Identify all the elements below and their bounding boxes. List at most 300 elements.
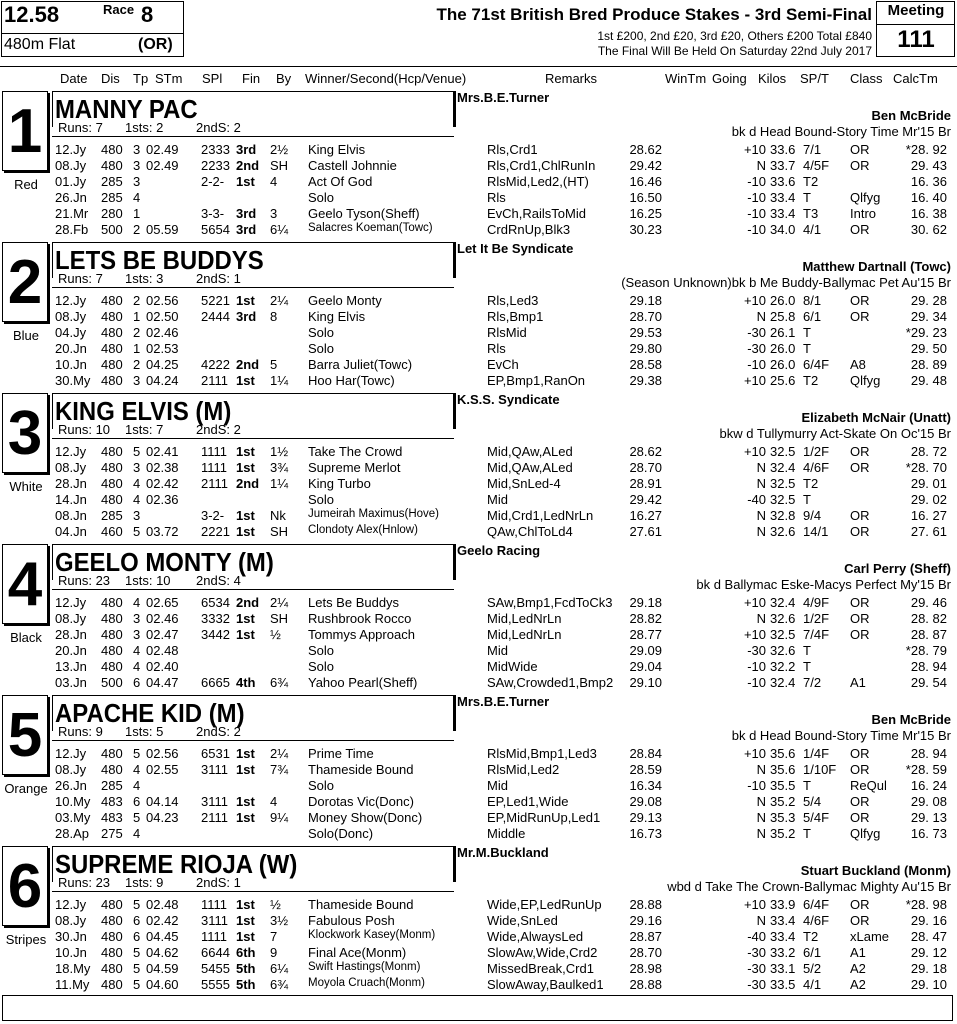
- form-row: [0, 977, 957, 993]
- form-cell: 480: [101, 643, 123, 658]
- form-cell: 32.6: [770, 643, 796, 658]
- form-cell: -40: [747, 929, 766, 944]
- form-cell: OR: [850, 762, 870, 777]
- form-cell: 2111: [201, 476, 228, 491]
- form-row: [0, 460, 957, 476]
- form-cell: 4: [133, 595, 141, 610]
- form-cell: 29. 43: [910, 158, 947, 173]
- form-cell: 32.4: [770, 675, 796, 690]
- form-cell: 6644: [201, 945, 230, 960]
- form-cell: Wide,AlwaysLed: [487, 929, 584, 944]
- form-cell: 5th: [236, 977, 256, 992]
- name-underline: [52, 891, 454, 892]
- form-cell: 02.55: [146, 762, 179, 777]
- form-cell: 28.88: [629, 977, 662, 992]
- form-cell: *28. 59: [905, 762, 947, 777]
- form-cell: +10: [743, 746, 766, 761]
- runner-block: [0, 240, 957, 390]
- form-cell: 480: [101, 762, 123, 777]
- form-cell: 2-2-: [201, 174, 225, 189]
- form-cell: Qlfyg: [850, 373, 881, 388]
- race-time: 12.58: [4, 2, 60, 27]
- form-cell: Mid,QAw,ALed: [487, 444, 573, 459]
- form-cell: Solo: [308, 778, 335, 793]
- form-cell: 26.1: [770, 325, 796, 340]
- form-cell: RlsMid,Led2,(HT): [487, 174, 589, 189]
- form-cell: OR: [850, 913, 870, 928]
- form-cell: 1111: [201, 444, 228, 459]
- form-cell: N: [756, 762, 766, 777]
- form-cell: T2: [803, 476, 819, 491]
- form-cell: 1st: [236, 762, 255, 777]
- form-cell: 10.Jn: [55, 945, 87, 960]
- trap-number: 2: [7, 248, 43, 317]
- form-cell: T: [803, 659, 811, 674]
- breeding: (Season Unknown)bk b Me Buddy-Ballymac Pet Au'15 Br: [621, 275, 951, 290]
- trap-colour: Stripes: [5, 932, 47, 947]
- form-row: [0, 325, 957, 341]
- form-row: [0, 643, 957, 659]
- form-cell: 6531: [201, 746, 230, 761]
- runner-name: APACHE KID (M): [55, 698, 245, 728]
- form-cell: Lets Be Buddys: [308, 595, 400, 610]
- form-cell: Wide,EP,LedRunUp: [487, 897, 602, 912]
- form-cell: 1st: [236, 929, 255, 944]
- form-cell: 29. 10: [910, 977, 947, 992]
- form-row: [0, 206, 957, 222]
- form-cell: T2: [803, 174, 819, 189]
- form-cell: 29. 08: [910, 794, 947, 809]
- form-cell: 28.62: [629, 142, 662, 157]
- form-cell: Barra Juliet(Towc): [308, 357, 413, 372]
- form-cell: 30.Jn: [55, 929, 87, 944]
- form-cell: 05.59: [146, 222, 179, 237]
- trap-colour: White: [9, 479, 43, 494]
- form-cell: 6: [133, 794, 141, 809]
- form-cell: -10: [747, 675, 766, 690]
- form-cell: A2: [850, 961, 866, 976]
- form-cell: 7/4F: [803, 627, 830, 642]
- form-cell: -30: [747, 325, 766, 340]
- form-cell: 1st: [236, 508, 255, 523]
- form-cell: 3111: [201, 762, 228, 777]
- form-cell: N: [756, 158, 766, 173]
- race-label: Race: [103, 2, 135, 17]
- form-cell: 1st: [236, 373, 255, 388]
- form-cell: Hoo Har(Towc): [308, 373, 395, 388]
- form-cell: 10.My: [55, 794, 91, 809]
- form-cell: 1¼: [270, 476, 289, 491]
- form-cell: N: [756, 794, 766, 809]
- race-title: The 71st British Bred Produce Stakes - 3rd Semi-Final: [436, 5, 872, 24]
- form-cell: Salacres Koeman(Towc): [308, 222, 433, 234]
- form-cell: OR: [850, 611, 870, 626]
- form-cell: 5: [133, 945, 141, 960]
- form-cell: QAw,ChlToLd4: [487, 524, 573, 539]
- form-cell: 28. 94: [910, 659, 947, 674]
- form-cell: 16.34: [629, 778, 662, 793]
- form-cell: 35.2: [770, 794, 796, 809]
- form-cell: 2: [133, 357, 141, 372]
- form-row: [0, 508, 957, 524]
- form-cell: 16. 36: [910, 174, 947, 189]
- form-cell: Act Of God: [308, 174, 373, 189]
- form-cell: 480: [101, 945, 123, 960]
- form-cell: 28.88: [629, 897, 662, 912]
- header-rule: [0, 66, 957, 67]
- firsts-count: 1sts: 10: [125, 573, 171, 588]
- form-cell: SAw,Bmp1,FcdToCk3: [487, 595, 613, 610]
- form-cell: T2: [803, 929, 819, 944]
- form-cell: 02.42: [146, 913, 179, 928]
- form-cell: 1/2F: [803, 611, 830, 626]
- meeting-divider: [876, 24, 955, 25]
- form-cell: 3rd: [236, 206, 257, 221]
- trap-colour: Orange: [4, 781, 48, 796]
- form-cell: Intro: [850, 206, 877, 221]
- form-cell: 29. 16: [910, 913, 947, 928]
- form-cell: 1st: [236, 611, 255, 626]
- form-cell: RlsMid,Led2: [487, 762, 560, 777]
- form-cell: 480: [101, 492, 123, 507]
- form-cell: 02.65: [146, 595, 179, 610]
- trap-number: 5: [7, 701, 43, 770]
- form-cell: SH: [270, 524, 289, 539]
- form-cell: 35.6: [770, 762, 796, 777]
- form-cell: -40: [747, 492, 766, 507]
- trainer: Carl Perry (Sheff): [844, 561, 951, 576]
- form-cell: Final Ace(Monm): [308, 945, 407, 960]
- form-cell: 04.23: [146, 810, 179, 825]
- form-row: [0, 778, 957, 794]
- form-cell: 33.6: [770, 142, 796, 157]
- owner: Mrs.B.E.Turner: [457, 694, 550, 709]
- form-cell: 29. 46: [910, 595, 947, 610]
- form-cell: 6/1: [803, 309, 822, 324]
- form-cell: 3442: [201, 627, 230, 642]
- form-cell: T: [803, 778, 811, 793]
- form-cell: 08.Jy: [55, 762, 87, 777]
- form-cell: 1111: [201, 897, 228, 912]
- form-cell: Wide,SnLed: [487, 913, 558, 928]
- form-cell: SlowAway,Baulked1: [487, 977, 604, 992]
- form-cell: 2: [133, 325, 141, 340]
- form-cell: 03.My: [55, 810, 91, 825]
- form-cell: -30: [747, 643, 766, 658]
- form-cell: RlsMid,Bmp1,Led3: [487, 746, 597, 761]
- name-box: [52, 544, 454, 580]
- form-cell: 02.40: [146, 659, 179, 674]
- form-cell: 28. 47: [910, 929, 947, 944]
- form-cell: ½: [270, 897, 281, 912]
- form-cell: Rls: [487, 341, 506, 356]
- form-cell: 9: [270, 945, 278, 960]
- form-cell: 3: [133, 158, 141, 173]
- form-cell: Rls,Crd1,ChlRunIn: [487, 158, 596, 173]
- form-cell: 12.Jy: [55, 746, 87, 761]
- form-cell: 285: [101, 190, 123, 205]
- form-cell: -10: [747, 659, 766, 674]
- form-cell: 6534: [201, 595, 230, 610]
- runner-block: [0, 844, 957, 994]
- firsts-count: 1sts: 5: [125, 724, 164, 739]
- form-cell: 32.5: [770, 627, 796, 642]
- form-cell: 28.84: [629, 746, 662, 761]
- column-header: Fin: [242, 71, 261, 86]
- form-cell: 29.42: [629, 158, 662, 173]
- form-cell: 2: [133, 293, 141, 308]
- form-cell: 28.70: [629, 945, 662, 960]
- form-cell: 480: [101, 158, 123, 173]
- form-cell: 29.09: [629, 643, 662, 658]
- form-cell: Rls,Led3: [487, 293, 539, 308]
- form-cell: 28.59: [629, 762, 662, 777]
- form-cell: 5221: [201, 293, 230, 308]
- runs-count: Runs: 7: [58, 120, 103, 135]
- form-cell: OR: [850, 158, 870, 173]
- form-cell: T: [803, 325, 811, 340]
- column-header: SP/T: [800, 71, 829, 86]
- form-cell: T: [803, 826, 811, 841]
- form-cell: 16.46: [629, 174, 662, 189]
- form-cell: *28. 79: [905, 643, 947, 658]
- form-cell: 32.8: [770, 508, 796, 523]
- column-header: Remarks: [545, 71, 598, 86]
- form-cell: Moyola Cruach(Monm): [308, 977, 425, 989]
- form-cell: Solo: [308, 341, 335, 356]
- form-cell: OR: [850, 627, 870, 642]
- form-cell: 32.6: [770, 611, 796, 626]
- form-cell: 28.82: [629, 611, 662, 626]
- form-cell: Thameside Bound: [308, 897, 414, 912]
- form-cell: A8: [850, 357, 866, 372]
- form-cell: Rushbrook Rocco: [308, 611, 412, 626]
- prize-money: 1st £200, 2nd £20, 3rd £20, Others £200 Total £840: [597, 29, 872, 43]
- form-cell: 29.08: [629, 794, 662, 809]
- form-cell: *28. 92: [905, 142, 947, 157]
- form-cell: 3: [133, 611, 141, 626]
- form-cell: 480: [101, 142, 123, 157]
- trap-colour: Black: [10, 630, 42, 645]
- form-cell: 480: [101, 357, 123, 372]
- trainer: Ben McBride: [871, 712, 951, 727]
- firsts-count: 1sts: 9: [125, 875, 164, 890]
- seconds-count: 2ndS: 2: [196, 422, 241, 437]
- form-cell: 29. 12: [910, 945, 947, 960]
- form-cell: +10: [743, 293, 766, 308]
- form-cell: 29.80: [629, 341, 662, 356]
- form-cell: 2233: [201, 158, 230, 173]
- form-row: [0, 945, 957, 961]
- form-cell: 04.59: [146, 961, 179, 976]
- form-cell: 4222: [201, 357, 230, 372]
- form-cell: 32.4: [770, 460, 796, 475]
- form-cell: *28. 98: [905, 897, 947, 912]
- form-cell: 08.Jy: [55, 158, 87, 173]
- form-cell: 4: [133, 826, 141, 841]
- form-cell: OR: [850, 746, 870, 761]
- name-box: [52, 695, 454, 731]
- form-cell: 5/4F: [803, 810, 830, 825]
- form-cell: 5/4: [803, 794, 822, 809]
- form-cell: 4: [133, 778, 141, 793]
- form-cell: N: [756, 460, 766, 475]
- form-cell: 20.Jn: [55, 643, 87, 658]
- form-cell: 1st: [236, 746, 255, 761]
- form-cell: N: [756, 524, 766, 539]
- form-cell: +10: [743, 595, 766, 610]
- form-cell: Mid,LedNrLn: [487, 611, 562, 626]
- form-cell: 04.45: [146, 929, 179, 944]
- form-cell: 32.6: [770, 524, 796, 539]
- form-cell: 480: [101, 961, 123, 976]
- form-cell: 3: [270, 206, 278, 221]
- column-headers: [0, 71, 957, 87]
- form-cell: 08.Jn: [55, 508, 87, 523]
- form-row: [0, 341, 957, 357]
- form-cell: 02.36: [146, 492, 179, 507]
- form-cell: 4: [270, 794, 278, 809]
- form-cell: 480: [101, 897, 123, 912]
- form-cell: 483: [101, 794, 123, 809]
- form-cell: 29.10: [629, 675, 662, 690]
- seconds-count: 2ndS: 1: [196, 875, 241, 890]
- form-cell: 480: [101, 611, 123, 626]
- trap-number: 4: [7, 550, 43, 619]
- form-cell: 2nd: [236, 595, 260, 610]
- form-cell: Yahoo Pearl(Sheff): [308, 675, 418, 690]
- form-cell: 4: [133, 762, 141, 777]
- form-cell: 32.5: [770, 492, 796, 507]
- form-cell: Take The Crowd: [308, 444, 403, 459]
- form-cell: 34.0: [770, 222, 796, 237]
- form-cell: 02.46: [146, 325, 179, 340]
- form-cell: 02.50: [146, 309, 179, 324]
- form-cell: 29. 50: [910, 341, 947, 356]
- form-cell: 3: [133, 174, 141, 189]
- form-cell: 28. 89: [910, 357, 947, 372]
- breeding: bkw d Tullymurry Act-Skate On Oc'15 Br: [719, 426, 951, 441]
- form-cell: 5: [133, 977, 141, 992]
- form-cell: 6¼: [270, 222, 289, 237]
- form-cell: T3: [803, 206, 819, 221]
- form-cell: Geelo Monty: [308, 293, 382, 308]
- form-cell: 480: [101, 476, 123, 491]
- form-cell: 500: [101, 675, 123, 690]
- form-cell: 9/4: [803, 508, 822, 523]
- name-box: [52, 242, 454, 278]
- column-header: Tp: [133, 71, 149, 86]
- form-cell: 480: [101, 746, 123, 761]
- form-cell: 1st: [236, 794, 255, 809]
- form-row: [0, 897, 957, 913]
- form-cell: 35.5: [770, 778, 796, 793]
- form-cell: 3rd: [236, 222, 257, 237]
- form-cell: 29.42: [629, 492, 662, 507]
- form-cell: -10: [747, 174, 766, 189]
- form-cell: Mid: [487, 643, 508, 658]
- form-cell: 1/10F: [803, 762, 837, 777]
- form-cell: 480: [101, 659, 123, 674]
- form-cell: 483: [101, 810, 123, 825]
- form-cell: OR: [850, 222, 870, 237]
- form-cell: Tommys Approach: [308, 627, 415, 642]
- form-cell: Castell Johnnie: [308, 158, 397, 173]
- form-cell: 29. 54: [910, 675, 947, 690]
- form-cell: 285: [101, 508, 123, 523]
- trainer: Matthew Dartnall (Towc): [802, 259, 951, 274]
- form-cell: 3rd: [236, 142, 257, 157]
- form-cell: 4: [133, 643, 141, 658]
- column-header: Going: [712, 71, 747, 86]
- form-cell: Mid,Crd1,LedNrLn: [487, 508, 594, 523]
- form-cell: N: [756, 826, 766, 841]
- form-cell: 08.Jy: [55, 611, 87, 626]
- form-cell: 04.24: [146, 373, 179, 388]
- form-cell: 5: [133, 746, 141, 761]
- form-cell: Solo: [308, 492, 335, 507]
- form-cell: 8/1: [803, 293, 822, 308]
- form-cell: 480: [101, 595, 123, 610]
- form-cell: Rls,Crd1: [487, 142, 538, 157]
- form-cell: 21.Mr: [55, 206, 89, 221]
- form-cell: 6665: [201, 675, 230, 690]
- form-cell: 29. 02: [910, 492, 947, 507]
- form-cell: N: [756, 913, 766, 928]
- runs-count: Runs: 7: [58, 271, 103, 286]
- form-cell: 11.My: [55, 977, 90, 992]
- form-cell: OR: [850, 309, 870, 324]
- form-cell: *29. 23: [905, 325, 947, 340]
- form-cell: 20.Jn: [55, 341, 87, 356]
- form-cell: 33.2: [770, 945, 796, 960]
- form-cell: 16.25: [629, 206, 662, 221]
- form-cell: 02.49: [146, 158, 179, 173]
- name-box: [52, 91, 454, 127]
- form-cell: 4/1: [803, 977, 822, 992]
- firsts-count: 1sts: 2: [125, 120, 164, 135]
- form-cell: 16.50: [629, 190, 662, 205]
- form-cell: 28.77: [629, 627, 662, 642]
- form-cell: 29.18: [629, 595, 662, 610]
- name-box: [52, 393, 454, 429]
- form-cell: 3½: [270, 913, 289, 928]
- form-cell: 3: [133, 627, 141, 642]
- seconds-count: 2ndS: 2: [196, 724, 241, 739]
- form-cell: 480: [101, 293, 123, 308]
- owner: K.S.S. Syndicate: [457, 392, 560, 407]
- form-cell: 29. 01: [910, 476, 947, 491]
- form-cell: 1111: [201, 929, 228, 944]
- form-row: [0, 373, 957, 389]
- form-cell: 26.0: [770, 357, 796, 372]
- column-header: Dis: [101, 71, 120, 86]
- form-cell: 29. 48: [910, 373, 947, 388]
- form-cell: 29.53: [629, 325, 662, 340]
- form-cell: 08.Jy: [55, 309, 87, 324]
- form-cell: 8: [270, 309, 278, 324]
- form-row: [0, 357, 957, 373]
- form-cell: 480: [101, 913, 123, 928]
- form-cell: 5/2: [803, 961, 822, 976]
- form-cell: 2¼: [270, 595, 289, 610]
- form-cell: 7/2: [803, 675, 822, 690]
- form-cell: 1st: [236, 913, 255, 928]
- form-cell: +10: [743, 627, 766, 642]
- form-cell: 4/6F: [803, 913, 830, 928]
- form-cell: 08.Jy: [55, 460, 87, 475]
- form-cell: EP,Bmp1,RanOn: [487, 373, 586, 388]
